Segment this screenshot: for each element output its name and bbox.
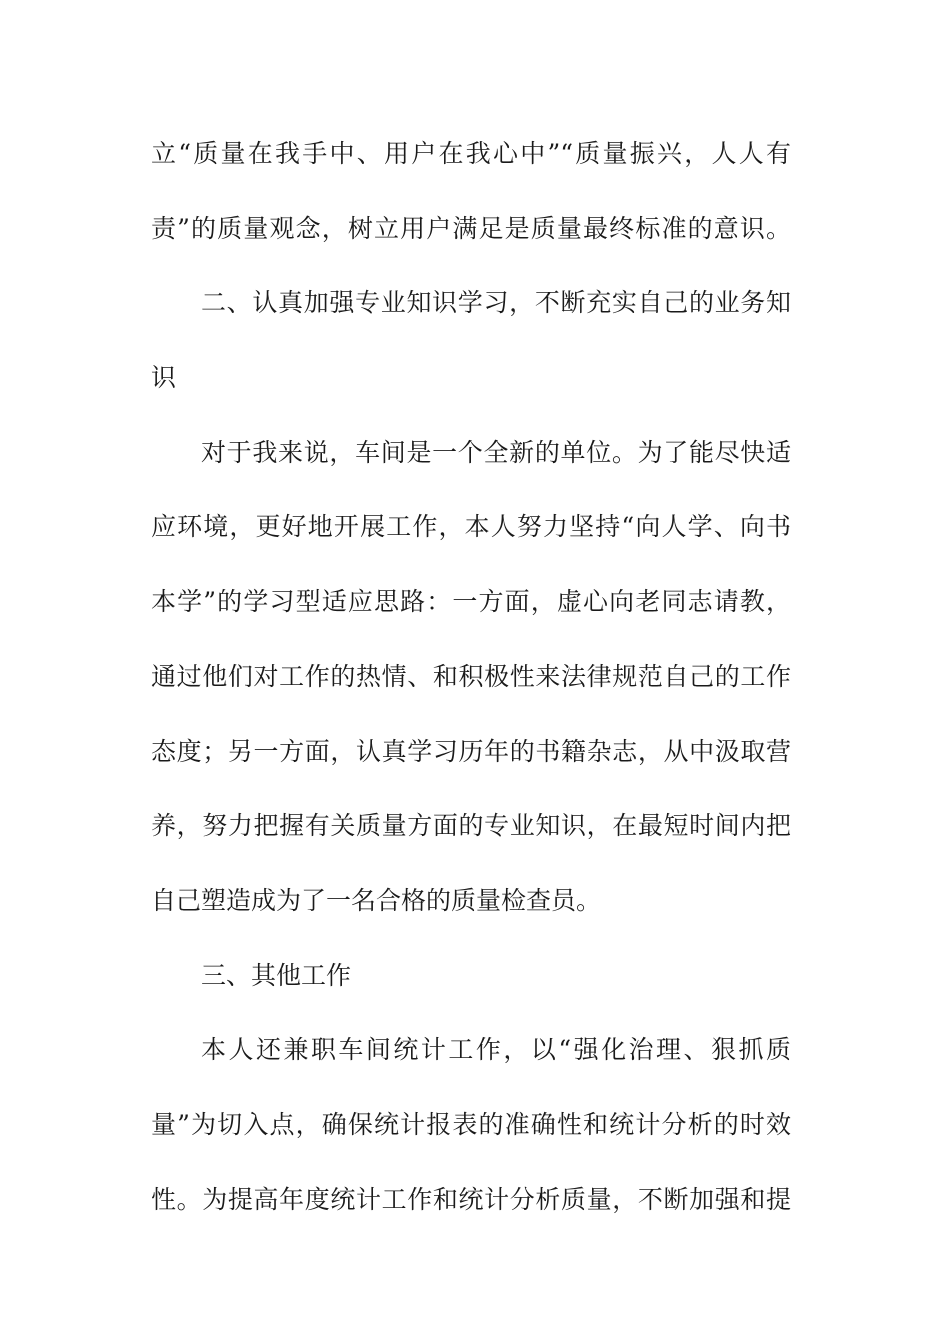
text-line: 责”的质量观念，树立用户满足是质量最终标准的意识。: [151, 213, 791, 243]
text-line: 养，努力把握有关质量方面的专业知识，在最短时间内把: [151, 811, 791, 841]
body-text: [151, 128, 791, 1248]
text-line: 态度；另一方面，认真学习历年的书籍杂志，从中汲取营: [151, 736, 791, 766]
text-line: 对于我来说，车间是一个全新的单位。为了能尽快适: [201, 437, 791, 467]
text-line: 通过他们对工作的热情、和积极性来法律规范自己的工作: [151, 661, 791, 691]
text-line: 本人还兼职车间统计工作，以“强化治理、狠抓质: [201, 1035, 791, 1065]
text-line: 本学”的学习型适应思路：一方面，虚心向老同志请教，: [151, 587, 791, 617]
text-line: 自己塑造成为了一名合格的质量检查员。: [151, 885, 602, 915]
text-line: 性。为提高年度统计工作和统计分析质量，不断加强和提: [151, 1184, 791, 1214]
section-heading-line: 二、认真加强专业知识学习，不断充实自己的业务知: [201, 288, 791, 318]
text-line: 量”为切入点，确保统计报表的准确性和统计分析的时效: [151, 1109, 791, 1139]
section-heading-line: 三、其他工作: [201, 960, 352, 990]
text-line: 立“质量在我手中、用户在我心中”“质量振兴，人人有: [151, 139, 791, 168]
text-line: 应环境，更好地开展工作，本人努力坚持“向人学、向书: [151, 512, 791, 542]
section-heading-line: 识: [151, 363, 177, 393]
